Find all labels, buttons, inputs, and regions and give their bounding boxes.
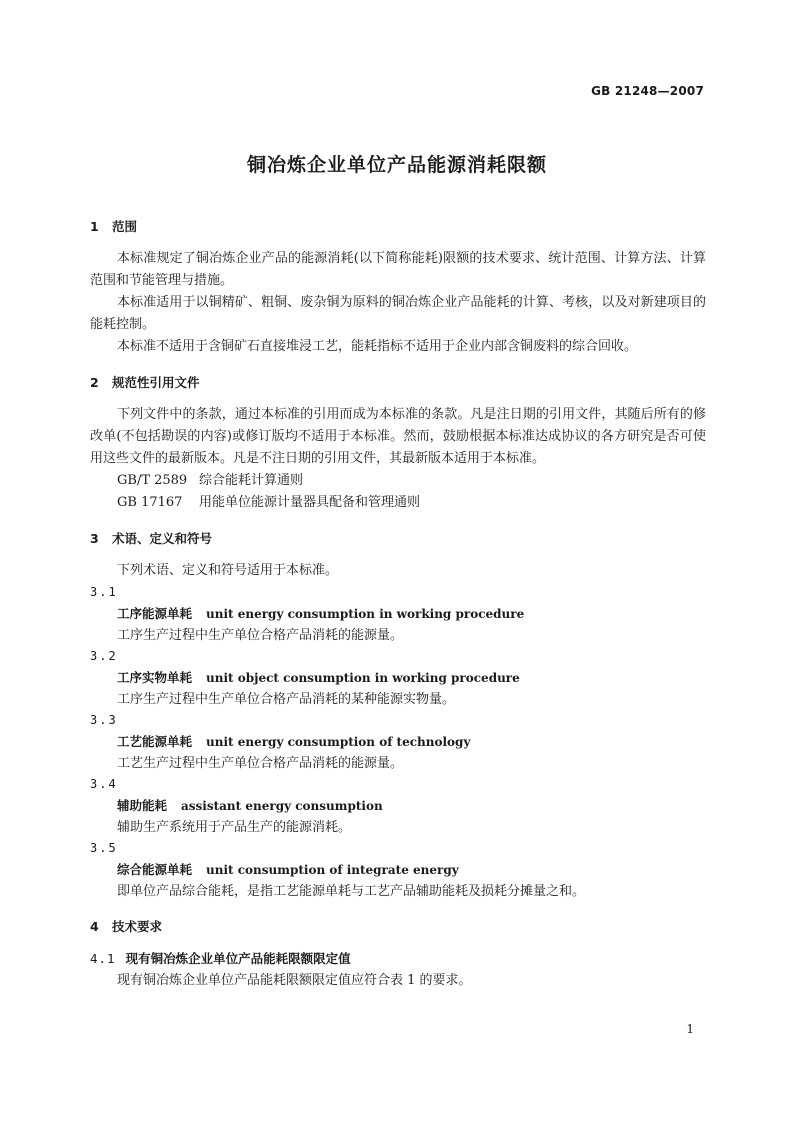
page-title: 铜冶炼企业单位产品能源消耗限额	[246, 154, 547, 176]
paragraph: 本标准适用于以铜精矿、粗铜、废杂铜为原料的铜冶炼企业产品能耗的计算、考核，以及对新建项目的能耗控制。	[90, 295, 706, 332]
section-heading-4: 4 技术要求	[90, 919, 163, 934]
paragraph: 下列术语、定义和符号适用于本标准。	[117, 563, 339, 578]
term-entry: 辅助能耗 assistant energy consumption	[117, 798, 383, 813]
section-heading-1: 1 范围	[90, 219, 138, 234]
standard-code: GB 21248—2007	[591, 84, 704, 98]
term-entry: 综合能源单耗 unit consumption of integrate energy	[117, 862, 459, 877]
paragraph: 现有铜冶炼企业单位产品能耗限额限定值应符合表 1 的要求。	[117, 973, 472, 988]
term-definition: 工序生产过程中生产单位合格产品消耗的某种能源实物量。	[117, 692, 456, 707]
term-definition: 工序生产过程中生产单位合格产品消耗的能源量。	[117, 628, 404, 643]
term-definition: 辅助生产系统用于产品生产的能源消耗。	[117, 820, 352, 835]
term-number: 3.4	[90, 777, 118, 791]
term-entry: 工艺能源单耗 unit energy consumption of technology	[117, 734, 471, 749]
paragraph: 本标准规定了铜冶炼企业产品的能源消耗(以下简称能耗)限额的技术要求、统计范围、计算方法、计算范围和节能管理与措施。	[90, 251, 706, 288]
section-heading-2: 2 规范性引用文件	[90, 375, 200, 390]
subsection-heading-4-1: 4.1 现有铜冶炼企业单位产品能耗限额限定值	[90, 951, 351, 966]
term-number: 3.3	[90, 713, 118, 727]
reference-item: GB/T 2589 综合能耗计算通则	[117, 473, 304, 488]
term-number: 3.2	[90, 649, 118, 663]
section-heading-3: 3 术语、定义和符号	[90, 531, 213, 546]
term-number: 3.1	[90, 585, 118, 599]
document-body	[90, 216, 706, 992]
term-definition: 工艺生产过程中生产单位合格产品消耗的能源量。	[117, 756, 404, 771]
term-entry: 工序能源单耗 unit energy consumption in working procedure	[117, 606, 525, 621]
reference-item: GB 17167 用能单位能源计量器具配备和管理通则	[117, 495, 421, 510]
page-number: 1	[686, 1022, 694, 1036]
paragraph: 下列文件中的条款，通过本标准的引用而成为本标准的条款。凡是注日期的引用文件，其随后所有的修改单(不包括勘误的内容)或修订版均不适用于本标准。然而，鼓励根据本标准达成协议的各方研究是否可使用这些文件的最新版本。凡是不注日期的引用文件，其最新版本适用于本标准。	[90, 407, 706, 466]
term-entry: 工序实物单耗 unit object consumption in working procedure	[117, 670, 520, 685]
term-definition: 即单位产品综合能耗，是指工艺能源单耗与工艺产品辅助能耗及损耗分摊量之和。	[117, 884, 586, 899]
term-number: 3.5	[90, 841, 118, 855]
paragraph: 本标准不适用于含铜矿石直接堆浸工艺，能耗指标不适用于企业内部含铜废料的综合回收。	[117, 339, 638, 354]
